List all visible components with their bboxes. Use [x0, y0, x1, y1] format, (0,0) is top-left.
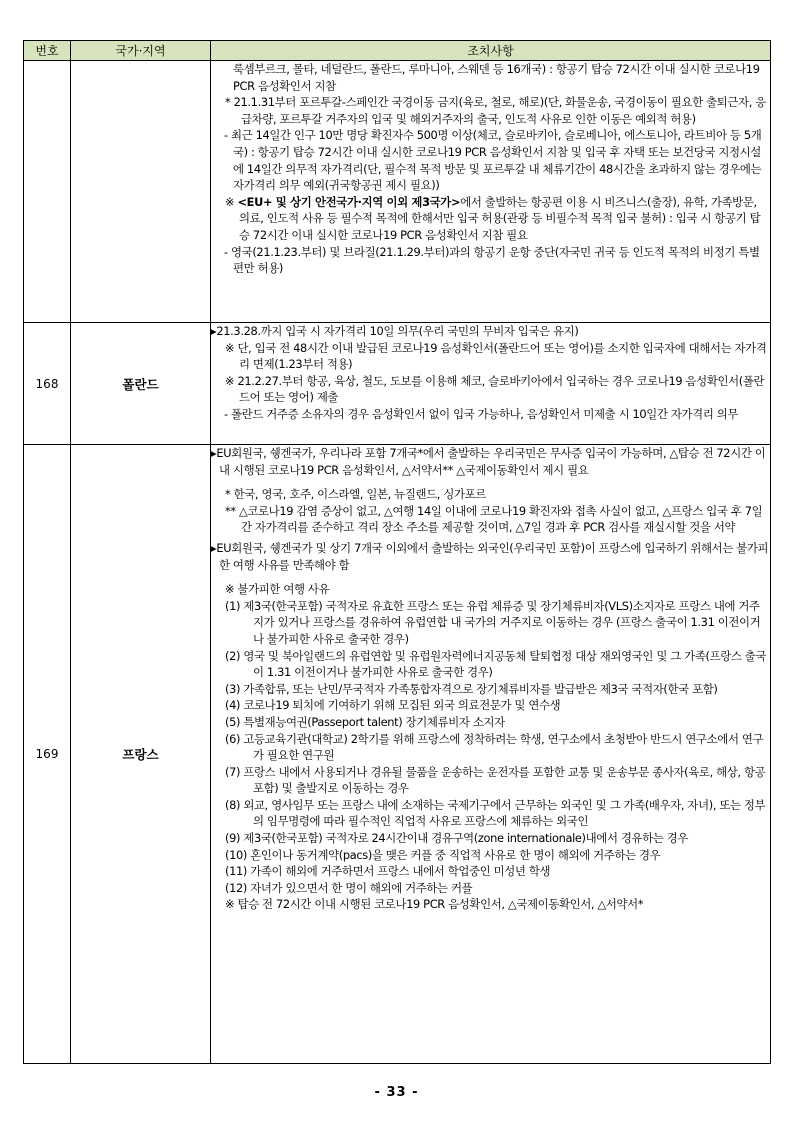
reason-item: (8) 외교, 영사임무 또는 프랑스 내에 소재하는 국제기구에서 근무하는 외국인 및 그 가족(배우자, 자녀), 또는 정부의 임무명령에 따라 필수적인 직업적 사유로 프랑스에 체류하는 외국인: [225, 797, 766, 829]
row-number: 168: [24, 323, 71, 445]
list-item: - 영국(21.1.23.부터) 및 브라질(21.1.29.부터)과의 항공기 운항 중단(자국민 귀국 등 인도적 목적의 비정기 특별편만 허용): [224, 244, 760, 276]
page-number: - 33 -: [374, 1085, 419, 1100]
reason-item: (4) 코로나19 퇴치에 기여하기 위해 모집된 외국 의료전문가 및 연수생: [225, 698, 561, 713]
header-measure: 조치사항: [211, 41, 771, 61]
final-note: ※ 탑승 전 72시간 이내 시행된 코로나19 PCR 음성확인서, △국제이동확인서, △서약서*: [225, 897, 644, 912]
list-item: ※ 단, 입국 전 48시간 이내 발급된 코로나19 음성확인서(폴란드어 또는 영어)를 소지한 입국자에 대해서는 자가격리 면제(1.23부터 적용): [225, 340, 767, 372]
reason-item: (2) 영국 및 북아일랜드의 유럽연합 및 유럽원자력에너지공동체 탈퇴협정 대상 재외영국인 및 그 가족(프랑스 출국이 1.31 이전이거나 불가피한 사유로 출국한 경우): [225, 648, 767, 680]
list-item: - 폴란드 거주증 소유자의 경우 음성확인서 없이 입국 가능하나, 음성확인서 미제출 시 10일간 자가격리 의무: [224, 406, 739, 421]
reason-item: (9) 제3국(한국포함) 국적자로 24시간이내 경유구역(zone internationale)내에서 경유하는 경우: [225, 831, 689, 846]
header-num: 번호: [24, 41, 71, 61]
reason-item: (1) 제3국(한국포함) 국적자로 유효한 프랑스 또는 유럽 체류증 및 장기체류비자(VLS)소지자로 프랑스 내에 거주지가 있거나 프랑스를 경유하여 유럽연합 내 국가의 거주지로 이동하는 경우 (프랑스 출국이 1.31 이전이거나 불가피한 사유로 출국한 경우): [225, 598, 761, 646]
list-item: ▸EU회원국, 쉥겐국가, 우리나라 포함 7개국*에서 출발하는 우리국민은 무사증 입국이 가능하며, △탑승 전 72시간 이내 시행된 코로나19 PCR 음성확인서, △서약서** △국제이동확인서 제시 필요: [211, 446, 766, 477]
list-item: ** △코로나19 감염 증상이 없고, △여행 14일 이내에 코로나19 확진자와 접촉 사실이 없고, △프랑스 입국 후 7일간 자가격리를 준수하고 격리 장소 주소를 제공할 것이며, △7일 경과 후 PCR 검사를 재실시할 것을 서약: [225, 503, 763, 535]
list-item: 룩셈부르크, 몰타, 네덜란드, 폴란드, 루마니아, 스웨덴 등 16개국) : 항공기 탑승 72시간 이내 실시한 코로나19 PCR 음성확인서 지참: [233, 62, 760, 93]
measure-cell: [211, 323, 771, 445]
reasons-title: ※ 불가피한 여행 사유: [225, 582, 330, 597]
table-row-france: [24, 445, 771, 1064]
reason-item: (7) 프랑스 내에서 사용되거나 경유될 물품을 운송하는 운전자를 포함한 교통 및 운송부문 종사자(육로, 해상, 항공 포함) 및 출발지로 이동하는 경우: [225, 764, 766, 796]
list-item: ▸21.3.28.까지 입국 시 자가격리 10일 의무(우리 국민의 무비자 입국은 유지): [211, 324, 579, 338]
reason-item: (10) 혼인이나 동거계약(pacs)을 맺은 커플 중 직업적 사유로 한 명이 해외에 거주하는 경우: [225, 847, 661, 862]
table-row-poland: [24, 323, 771, 445]
list-item: [211, 194, 770, 244]
num-cell-empty: [24, 61, 71, 323]
reason-item: (12) 자녀가 있으면서 한 명이 해외에 거주하는 커플: [225, 880, 473, 895]
table-row-portugal-cont: [24, 61, 771, 323]
row-number: 169: [24, 445, 71, 1064]
measure-cell: [211, 61, 771, 323]
list-item: ▸EU회원국, 쉥겐국가 및 상기 7개국 이외에서 출발하는 외국인(우리국민 포함)이 프랑스에 입국하기 위해서는 불가피한 여행 사유를 만족해야 함: [211, 540, 769, 572]
note-prefix: ※: [225, 194, 238, 209]
reason-item: (6) 고등교육기관(대학교) 2학기를 위해 프랑스에 정착하려는 학생, 연구소에서 초청받아 반드시 연구소에서 연구가 필요한 연구원: [225, 731, 764, 763]
note-rest: 에서 출발하는 항공편 이용 시 비즈니스(출장), 유학, 가족방문, 의료, 인도적 사유 등 필수적 목적에 한해서만 입국 허용(관광 등 비필수적 목적 입국 불허) : 입국 시 항공기 탑승 72시간 이내 실시한 코로나19 PCR 음성확인서 지참 필요: [239, 194, 761, 242]
list-item: * 한국, 영국, 호주, 이스라엘, 일본, 뉴질랜드, 싱가포르: [225, 487, 486, 502]
measure-cell: [211, 445, 771, 1064]
country-cell-empty: [71, 61, 211, 323]
list-item: * 21.1.31부터 포르투갈-스페인간 국경이동 금지(육로, 철로, 해로)(단, 화물운송, 국경이동이 필요한 출퇴근자, 응급차량, 포르투갈 거주자의 입국 및 해외거주자의 출국, 인도적 사유로 인한 이동은 예외적 허용): [225, 95, 766, 126]
list-item: ※ 21.2.27.부터 항공, 육상, 철도, 도보를 이용해 체코, 슬로바키아에서 입국하는 경우 코로나19 음성확인서(폴란드어 또는 영어) 제출: [225, 373, 765, 405]
measures-table: [23, 40, 771, 1064]
bold-phrase: <EU+ 및 상기 안전국가·지역 이외 제3국가>: [237, 194, 461, 209]
list-item: - 최근 14일간 인구 10만 명당 확진자수 500명 이상(체코, 슬로바키아, 슬로베니아, 에스토니아, 라트비아 등 5개국) : 항공기 탑승 72시간 이내 실시한 코로나19 PCR 음성확인서 지참 및 입국 후 자택 또는 보건당국 지정시설에 14일간 의무적 자가격리(단, 필수적 목적 방문 및 포르투갈 내 체류기간이 48시간을 초과하지 않는 경우에는 자가격리 의무 예외(귀국항공권 제시 필요)): [224, 128, 762, 193]
table-header-row: [24, 41, 771, 61]
country-name: 프랑스: [71, 445, 211, 1064]
country-name: 폴란드: [71, 323, 211, 445]
header-country: 국가·지역: [71, 41, 211, 61]
reason-item: (5) 특별재능여권(Passeport talent) 장기체류비자 소지자: [225, 714, 505, 729]
reason-item: (3) 가족합류, 또는 난민/무국적자 가족통합자격으로 장기체류비자를 발급받은 제3국 국적자(한국 포함): [225, 681, 718, 696]
reason-item: (11) 가족이 해외에 거주하면서 프랑스 내에서 학업중인 미성년 학생: [225, 864, 551, 879]
